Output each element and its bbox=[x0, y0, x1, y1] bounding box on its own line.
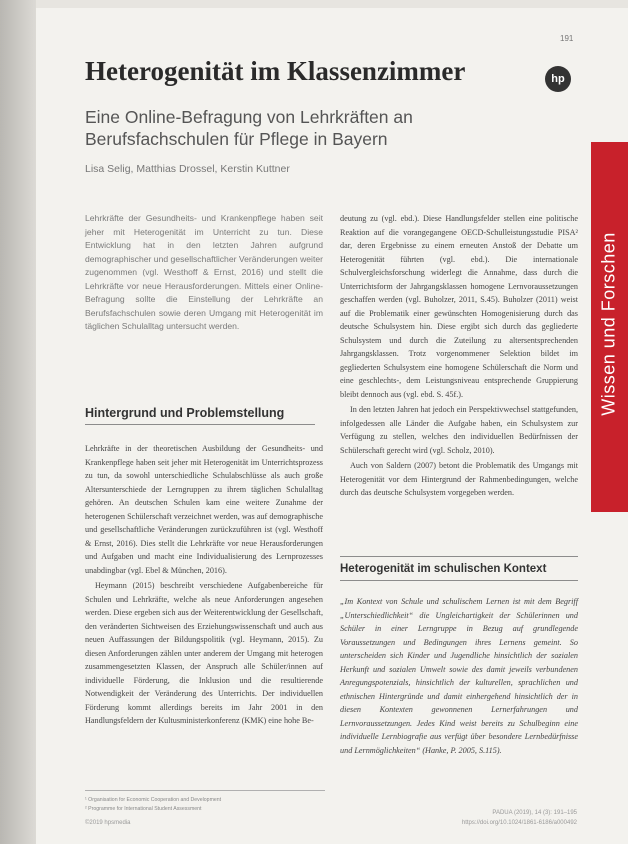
section-heading-background: Hintergrund und Problemstellung bbox=[85, 406, 285, 420]
paragraph: In den letzten Jahren hat jedoch ein Perspektivwechsel stattgefunden, infolgedessen alle Länder die Aufgabe haben, ein Schulsystem zur Verfügung zu stellen, welches den individuellen Bedürfnissen der Schülerschaft gerecht wird (vgl. Scholz, 2010). bbox=[340, 405, 578, 455]
publisher-logo: hp bbox=[545, 66, 571, 92]
journal-reference bbox=[449, 808, 577, 828]
doi-link[interactable]: https://doi.org/10.1024/1861-6186/a000492 bbox=[461, 820, 577, 826]
block-quote: „Im Kontext von Schule und schulischem Lernen ist mit dem Begriff „Unterschiedlichkeit“ die Ungleichartigkeit der Schülerinnen und Schüler in einer Lerngruppe in Bezug auf grundlegende Voraussetzungen und Bedingungen ihres Lernens gemeint. So unterscheiden sich Kinder und Jugendliche hinsichtlich der sozialen Herkunft und sozialen Umwelt sowie des damit jeweils verbundenen Anregungspotenzials, hinsichtlich der kulturellen, sprachlichen und ethnischen Hintergründe und damit einhergehend hinsichtlich der in diesen Kontexten gewonnenen Lernerfahrungen und Lernvoraussetzungen. Jedes Kind weist bereits zu Schulbeginn eine individuelle Lernbiografie aus verfügt über besondere Lernbedürfnisse und Lernmöglichkeiten“ (Hanke, P. 2005, S.115). bbox=[340, 597, 578, 755]
footnote: ¹ Organisation for Economic Cooperation and Development bbox=[85, 797, 222, 803]
author-list: Lisa Selig, Matthias Drossel, Kerstin Kuttner bbox=[85, 163, 290, 175]
copyright: ©2019 hpsmedia bbox=[85, 820, 131, 826]
paragraph: deutung zu (vgl. ebd.). Diese Handlungsfelder stellen eine politische Reaktion auf die vorangegangene OECD-Schulleistungsstudie PISA² dar, deren Ergebnisse zu einem erneuten Anstoß der Debatte um Heterogenität führten (vgl. ebd.). Die internationale Schulvergleichsforschung widerlegt die Annahme, dass durch die Unterrichtsform der Jahrgangsklassen homogene Lernvoraussetzungen geschaffen werden (vgl. Buholzer, 2011, S.45). Buholzer (2011) weist auf die Problematik einer gewünschten Homogenisierung durch das deutsche Schulsystem hin. Diese ergibt sich durch das gegliederte Schulsystem und durch die Zuteilung zu altersentsprechenden Jahrgangsklassen. Trotz vorgenommener Selektion bildet im gegliederten Schulsystem eine homogene Schülerschaft die Norm und eine geschlechts-, dem Leistungsniveau entsprechende Gruppierung bleibt dennoch aus (vgl. ebd. S. 45f.). bbox=[340, 214, 578, 399]
heading-rule bbox=[340, 580, 578, 581]
footnotes bbox=[85, 796, 325, 814]
footnote-rule bbox=[85, 790, 325, 791]
article-subtitle: Eine Online-Befragung von Lehrkräften an Berufsfachschulen für Pflege in Bayern bbox=[85, 107, 413, 149]
article-title: Heterogenität im Klassenzimmer bbox=[85, 56, 466, 86]
journal-citation: PADUA (2019), 14 (3): 191–195 bbox=[492, 810, 577, 816]
scan-edge-shadow bbox=[0, 0, 36, 844]
right-column-body bbox=[340, 212, 578, 502]
heading-rule bbox=[85, 424, 315, 425]
paragraph: Auch von Saldern (2007) betont die Problematik des Umgangs mit Heterogenität vor dem Hintergrund der Rahmenbedingungen, welche durch das deutsche Schulsystem vorgegeben werden. bbox=[340, 461, 578, 497]
section-heading-context: Heterogenität im schulischen Kontext bbox=[340, 563, 547, 575]
left-column-body bbox=[85, 442, 323, 730]
paragraph: Lehrkräfte in der theoretischen Ausbildung der Gesundheits- und Krankenpflege haben seit jeher mit Heterogenität im Unterrichtsprozess zu tun, da sowohl unterschiedliche Schulabschlüsse als auch große Altersunterschiede der Lerngruppen zu ihrem täglichen Schulalltag gehören. An deutschen Schulen kam eine weitere Zunahme der heterogenen Schülerschaft verzeichnet werden, was auf demographische und gesellschaftliche Veränderungen zurückzuführen ist (vgl. Westhoff & Ernst, 2016). Dies stellt die Lehrkräfte vor neue Herausforderungen und Aufgaben und macht eine Individualisierung des Lernprozesses unabdingbar (vgl. Ebel & München, 2016). bbox=[85, 444, 323, 575]
abstract: Lehrkräfte der Gesundheits- und Krankenpflege haben seit jeher mit Heterogenität im Unterricht zu tun. Diese Entwicklung hat in den letzten Jahren aufgrund demographischer und gesellschaftlicher Veränderungen weiter zugenommen (vgl. Westhoff & Ernst, 2016) und stellt die Lehrkräfte vor neue Herausforderungen. Mittels einer Online-Befragung sollte die Einstellung der Lehrkräfte an Berufsfachschulen sowie deren Umgang mit Heterogenität im täglichen Schulalltag untersucht werden. bbox=[85, 213, 323, 331]
section-divider bbox=[340, 556, 578, 557]
side-tab-label: Wissen und Forschen bbox=[598, 232, 619, 416]
footnote: ² Programme for International Student Assessment bbox=[85, 806, 202, 812]
paragraph: Heymann (2015) beschreibt verschiedene Aufgabenbereiche für Schulen und Lehrkräfte, welche als neue Anforderungen angesehen werden. Diese ergeben sich aus der Weiterentwicklung der Gesellschaft, den veränderten Sichtweisen des Erziehungswissenschaft und auch aus neuen Auffassungen der Bildungspolitik (vgl. Heymann, 2015). Zu diesen Anforderungen zählen unter anderem der Umgang mit heterogen zusammengesetzten Klassen, der Anspruch alle Schüler/innen auf individuelle Förderung, die Inklusion und die resultierende Notwendigkeit der Veränderung des Unterrichts. Der individuellen Förderung kommt allerdings bereits im Jahr 2001 in den Handlungsfeldern der Kultusministerkonferenz (KMK) eine hohe Be- bbox=[85, 581, 323, 725]
page-number: 191 bbox=[560, 34, 574, 43]
section-side-tab bbox=[591, 142, 628, 512]
